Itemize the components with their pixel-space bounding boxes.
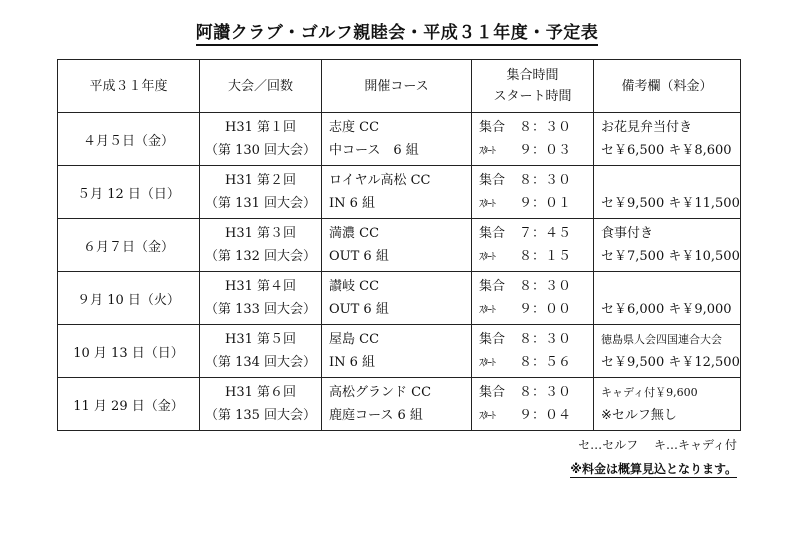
time-cell (472, 325, 594, 378)
start-time: ９：０１ (519, 195, 572, 211)
course-name: 高松グランド CC (329, 385, 432, 400)
start-time: ８：５６ (519, 354, 572, 370)
course-cell (322, 378, 472, 431)
course-cell (322, 113, 472, 166)
note-line-2: セ￥6,000 キ￥9,000 (601, 302, 732, 317)
table-row (58, 166, 741, 219)
note-line-2: ※セルフ無し (601, 408, 677, 423)
header-time-gather: 集合時間 (506, 68, 559, 83)
gather-time: ８：３０ (519, 331, 572, 347)
meeting-number: H31 第６回 (224, 385, 296, 400)
meeting-cell (200, 272, 322, 325)
note-line-1: お花見弁当付き (601, 120, 693, 135)
fee-note: ※料金は概算見込となります。 (570, 462, 737, 476)
course-detail: OUT 6 組 (329, 302, 389, 317)
start-time: ９：０３ (519, 142, 572, 158)
gather-time: ７：４５ (519, 225, 572, 241)
note-line-2: セ￥9,500 キ￥11,500 (601, 196, 740, 211)
header-course: 開催コース (322, 60, 472, 113)
start-time: ８：１５ (519, 248, 572, 264)
meeting-cell (200, 219, 322, 272)
course-cell (322, 325, 472, 378)
gather-time: ８：３０ (519, 384, 572, 400)
table-row (58, 219, 741, 272)
course-cell (322, 219, 472, 272)
event-date: ４月５日（金） (82, 133, 174, 149)
note-line-2: セ￥7,500 キ￥10,500 (601, 249, 740, 264)
gather-time: ８：３０ (519, 172, 572, 188)
start-label: ｽﾀｰﾄ (479, 410, 495, 422)
note-line-1: 食事付き (601, 226, 654, 241)
meeting-total-number: （第 135 回大会） (204, 408, 317, 423)
start-time: ９：０４ (519, 407, 572, 423)
time-cell (472, 378, 594, 431)
note-cell (594, 166, 741, 219)
course-detail: IN 6 組 (329, 355, 376, 370)
gather-label: 集合 (479, 172, 506, 188)
course-cell (322, 166, 472, 219)
meeting-cell (200, 378, 322, 431)
time-cell (472, 219, 594, 272)
table-row (58, 113, 741, 166)
note-cell (594, 219, 741, 272)
date-cell (58, 272, 200, 325)
meeting-number: H31 第２回 (224, 173, 296, 188)
date-cell (58, 219, 200, 272)
course-name: 讃岐 CC (329, 279, 380, 294)
gather-time: ８：３０ (519, 119, 572, 135)
date-cell (58, 113, 200, 166)
note-cell (594, 272, 741, 325)
gather-label: 集合 (479, 119, 506, 135)
note-cell (594, 378, 741, 431)
meeting-number: H31 第５回 (224, 332, 296, 347)
header-note: 備考欄（料金） (594, 60, 741, 113)
date-cell (58, 325, 200, 378)
event-date: 11 月 29 日（金） (73, 398, 184, 414)
meeting-cell (200, 166, 322, 219)
date-cell (58, 378, 200, 431)
note-cell (594, 325, 741, 378)
gather-label: 集合 (479, 331, 506, 347)
course-detail: IN 6 組 (329, 196, 376, 211)
gather-time: ８：３０ (519, 278, 572, 294)
header-meeting: 大会／回数 (200, 60, 322, 113)
legend-text: セ…セルフ キ…キャディ付 (578, 438, 737, 452)
table-row (58, 325, 741, 378)
table-row (58, 378, 741, 431)
time-cell (472, 272, 594, 325)
header-time-start: スタート時間 (493, 89, 572, 104)
start-time: ９：００ (519, 301, 572, 317)
note-line-2: セ￥9,500 キ￥12,500 (601, 355, 740, 370)
header-time (472, 60, 594, 113)
meeting-total-number: （第 130 回大会） (204, 143, 317, 158)
note-line-2: セ￥6,500 キ￥8,600 (601, 143, 732, 158)
start-label: ｽﾀｰﾄ (479, 357, 495, 369)
note-cell (594, 113, 741, 166)
start-label: ｽﾀｰﾄ (479, 251, 495, 263)
note-line-1: 徳島県人会四国連合大会 (601, 333, 722, 346)
course-detail: 鹿庭コース 6 組 (329, 408, 423, 423)
meeting-total-number: （第 134 回大会） (204, 355, 317, 370)
meeting-total-number: （第 133 回大会） (204, 302, 317, 317)
course-name: ロイヤル高松 CC (329, 173, 431, 188)
time-cell (472, 166, 594, 219)
time-cell (472, 113, 594, 166)
start-label: ｽﾀｰﾄ (479, 304, 495, 316)
document-title: 阿讃クラブ・ゴルフ親睦会・平成３１年度・予定表 (0, 18, 794, 43)
gather-label: 集合 (479, 225, 506, 241)
gather-label: 集合 (479, 278, 506, 294)
meeting-cell (200, 113, 322, 166)
course-cell (322, 272, 472, 325)
schedule-table (57, 59, 741, 431)
date-cell (58, 166, 200, 219)
event-date: 10 月 13 日（日） (73, 345, 184, 361)
event-date: ９月 10 日（火） (77, 292, 180, 308)
meeting-cell (200, 325, 322, 378)
meeting-number: H31 第４回 (224, 279, 296, 294)
start-label: ｽﾀｰﾄ (479, 145, 495, 157)
course-detail: 中コース 6 組 (329, 143, 419, 158)
meeting-total-number: （第 132 回大会） (204, 249, 317, 264)
header-date: 平成３１年度 (58, 60, 200, 113)
course-name: 屋島 CC (329, 332, 380, 347)
meeting-number: H31 第３回 (224, 226, 296, 241)
start-label: ｽﾀｰﾄ (479, 198, 495, 210)
gather-label: 集合 (479, 384, 506, 400)
course-name: 志度 CC (329, 120, 380, 135)
meeting-total-number: （第 131 回大会） (204, 196, 317, 211)
course-detail: OUT 6 組 (329, 249, 389, 264)
table-header-row (58, 60, 741, 113)
course-name: 満濃 CC (329, 226, 380, 241)
meeting-number: H31 第１回 (224, 120, 296, 135)
event-date: ５月 12 日（日） (77, 186, 180, 202)
event-date: ６月７日（金） (82, 239, 174, 255)
note-line-1: キャディ付￥9,600 (601, 386, 698, 399)
table-row (58, 272, 741, 325)
